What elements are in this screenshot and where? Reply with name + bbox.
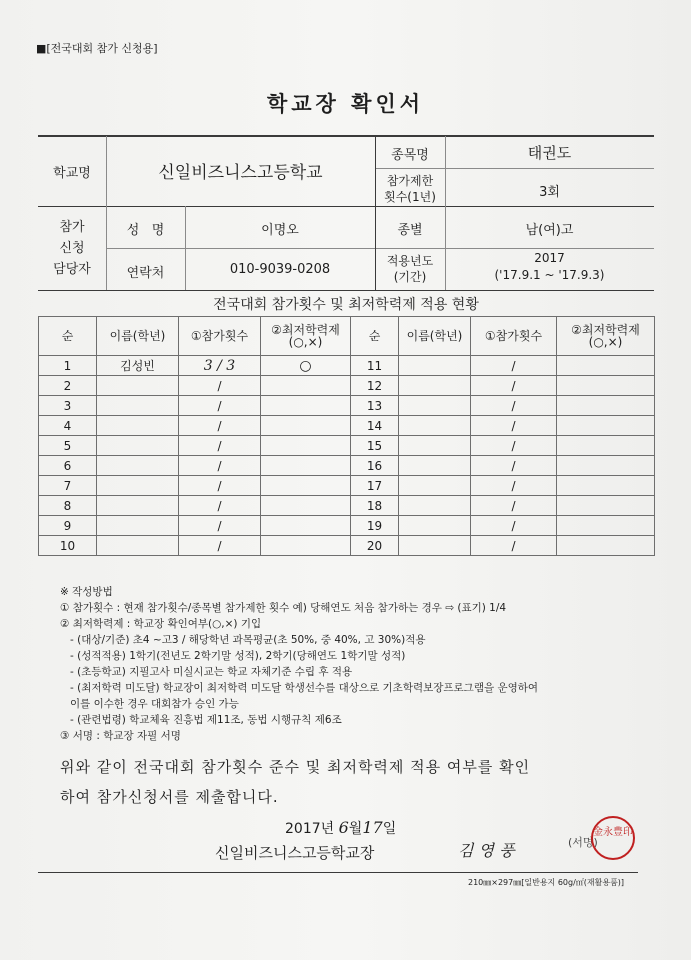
- table-row: [39, 456, 655, 476]
- info-mid-border: [38, 206, 654, 207]
- row-no: 1: [39, 356, 97, 376]
- status-table: [38, 316, 655, 556]
- row-name: [399, 356, 471, 376]
- row-min: [557, 516, 655, 536]
- name-label: 성 명: [126, 223, 165, 238]
- row-count: /: [471, 516, 557, 536]
- form-tag: ■[전국대회 참가 신청용]: [36, 42, 158, 55]
- note-line: - (초등학교) 지필고사 미실시교는 학교 자체기준 수립 후 적용: [70, 666, 353, 678]
- row-count: /: [471, 496, 557, 516]
- gender-label: 종별: [397, 223, 423, 238]
- row-name: [399, 476, 471, 496]
- header-name-left: 이름(학년): [97, 317, 179, 356]
- note-line: ※ 작성방법: [60, 586, 113, 598]
- info-contact-divider: [106, 248, 654, 249]
- info-bottom-border: [38, 290, 654, 291]
- row-no: 12: [351, 376, 399, 396]
- row-count: /: [179, 476, 261, 496]
- row-count: /: [471, 476, 557, 496]
- row-count: /: [179, 456, 261, 476]
- row-min: ○: [261, 356, 351, 376]
- row-name: [97, 516, 179, 536]
- row-count: /: [179, 436, 261, 456]
- row-min: [261, 376, 351, 396]
- row-no: 11: [351, 356, 399, 376]
- row-min: [557, 376, 655, 396]
- row-name: [97, 396, 179, 416]
- row-count: /: [471, 356, 557, 376]
- row-min: [261, 436, 351, 456]
- row-no: 3: [39, 396, 97, 416]
- row-count: /: [179, 416, 261, 436]
- note-line: - (관련법령) 학교체육 진흥법 제11조, 동법 시행규칙 제6조: [70, 714, 342, 726]
- table-row: [39, 376, 655, 396]
- row-name: [399, 436, 471, 456]
- header-count-right: ①참가횟수: [471, 317, 557, 356]
- row-min: [261, 416, 351, 436]
- row-count: 3 / 3: [179, 356, 261, 376]
- row-no: 19: [351, 516, 399, 536]
- row-no: 17: [351, 476, 399, 496]
- table-row: [39, 496, 655, 516]
- row-min: [557, 476, 655, 496]
- table-row: [39, 416, 655, 436]
- row-name: [97, 376, 179, 396]
- date-month: 6: [338, 818, 349, 837]
- date-day-unit: 일: [382, 821, 397, 837]
- row-no: 4: [39, 416, 97, 436]
- row-name: [97, 456, 179, 476]
- limit-label-2: 횟수(1년): [384, 190, 436, 204]
- school-label: 학교명: [53, 166, 91, 181]
- table-row: [39, 356, 655, 376]
- row-min: [261, 536, 351, 556]
- row-count: /: [179, 496, 261, 516]
- principal-signature: 김 영 풍: [458, 841, 515, 860]
- header-no-right: 순: [351, 317, 399, 356]
- row-count: /: [179, 516, 261, 536]
- event-label: 종목명: [391, 148, 429, 163]
- year-label-2: (기간): [393, 270, 427, 284]
- note-line: - (성적적용) 1학기(전년도 2학기말 성적), 2학기(당해연도 1학기말 성적): [70, 650, 406, 662]
- school-name: 신일비즈니스고등학교: [158, 163, 323, 183]
- table-row: [39, 476, 655, 496]
- row-no: 14: [351, 416, 399, 436]
- row-no: 6: [39, 456, 97, 476]
- row-count: /: [471, 436, 557, 456]
- row-min: [557, 436, 655, 456]
- row-no: 9: [39, 516, 97, 536]
- paper-spec: 210㎜×297㎜[일반용지 60g/㎡(재활용품)]: [468, 878, 625, 887]
- row-no: 5: [39, 436, 97, 456]
- row-name: [399, 496, 471, 516]
- row-count: /: [471, 456, 557, 476]
- row-min: [557, 496, 655, 516]
- header-no-left: 순: [39, 317, 97, 356]
- period-value: ('17.9.1 ~ '17.9.3): [494, 268, 605, 282]
- row-name: [97, 436, 179, 456]
- table-row: [39, 536, 655, 556]
- manager-label-1: 참가: [59, 220, 85, 235]
- declaration-line-1: 위와 같이 전국대회 참가횟수 준수 및 최저학력제 적용 여부를 확인: [60, 758, 531, 776]
- row-name: [97, 496, 179, 516]
- year-label-1: 적용년도: [386, 254, 434, 268]
- manager-label-3: 담당자: [53, 262, 91, 277]
- document-title: 학교장 확인서: [266, 92, 425, 116]
- row-name: [399, 516, 471, 536]
- submission-date: [285, 818, 396, 838]
- row-min: [557, 456, 655, 476]
- name-value: 이명오: [261, 223, 299, 238]
- principal-title: 신일비즈니스고등학교장: [215, 844, 375, 862]
- writing-instructions: [60, 584, 538, 744]
- note-line: ① 참가횟수 : 현재 참가횟수/종목별 참가제한 횟수 예) 당해연도 처음 참가하는 경우 ⇨ (표기) 1/4: [60, 602, 507, 614]
- declaration-line-2: 하여 참가신청서를 제출합니다.: [60, 788, 279, 806]
- row-min: [557, 416, 655, 436]
- table-row: [39, 436, 655, 456]
- row-min: [261, 516, 351, 536]
- row-count: /: [179, 376, 261, 396]
- row-count: /: [471, 536, 557, 556]
- signature-mark: (서명): [568, 836, 598, 849]
- date-day: 17: [362, 818, 383, 837]
- row-no: 20: [351, 536, 399, 556]
- note-line: 이를 이수한 경우 대회참가 승인 가능: [70, 698, 239, 710]
- school-seal-stamp: 金永豊印: [591, 816, 635, 860]
- header-count-left: ①참가횟수: [179, 317, 261, 356]
- table-row: [39, 516, 655, 536]
- contact-value: 010-9039-0208: [229, 262, 331, 277]
- row-name: [97, 476, 179, 496]
- info-right-divider-1: [375, 168, 654, 169]
- row-no: 16: [351, 456, 399, 476]
- row-min: [557, 356, 655, 376]
- row-min: [261, 396, 351, 416]
- date-year: 2017년: [285, 821, 335, 837]
- row-min: [557, 536, 655, 556]
- header-min-left: ②최저학력제 (○,×): [261, 317, 351, 356]
- row-count: /: [179, 536, 261, 556]
- row-no: 2: [39, 376, 97, 396]
- row-no: 18: [351, 496, 399, 516]
- note-line: - (대상/기준) 초4 ~고3 / 해당학년 과목평균(초 50%, 중 40%, 고 30%)적용: [70, 634, 426, 646]
- note-line: ③ 서명 : 학교장 자필 서명: [60, 730, 181, 742]
- event-value: 태권도: [527, 144, 572, 162]
- row-name: [399, 376, 471, 396]
- row-no: 15: [351, 436, 399, 456]
- limit-value: 3회: [539, 185, 560, 200]
- row-min: [261, 476, 351, 496]
- row-no: 8: [39, 496, 97, 516]
- row-name: [399, 416, 471, 436]
- row-name: [399, 396, 471, 416]
- row-no: 7: [39, 476, 97, 496]
- row-name: 김성빈: [97, 356, 179, 376]
- row-no: 10: [39, 536, 97, 556]
- manager-label-2: 신청: [59, 241, 85, 256]
- row-count: /: [471, 376, 557, 396]
- row-count: /: [471, 416, 557, 436]
- note-line: ② 최저학력제 : 학교장 확인여부(○,×) 기입: [60, 618, 262, 630]
- year-value: 2017: [534, 251, 565, 265]
- note-line: - (최저학력 미도달) 학교장이 최저학력 미도달 학생선수를 대상으로 기초학력보장프로그램을 운영하여: [70, 682, 539, 694]
- header-name-right: 이름(학년): [399, 317, 471, 356]
- row-name: [399, 536, 471, 556]
- row-count: /: [471, 396, 557, 416]
- row-name: [97, 416, 179, 436]
- status-table-title: 전국대회 참가횟수 및 최저학력제 적용 현황: [213, 297, 479, 313]
- gender-value: 남(여)고: [525, 223, 574, 238]
- status-table-header-row: [39, 317, 655, 356]
- date-month-unit: 월: [348, 821, 363, 837]
- row-min: [261, 496, 351, 516]
- limit-label-1: 참가제한: [386, 174, 434, 188]
- declaration-text: [60, 752, 530, 812]
- row-no: 13: [351, 396, 399, 416]
- row-min: [261, 456, 351, 476]
- row-name: [399, 456, 471, 476]
- info-top-border: [38, 135, 654, 137]
- contact-label: 연락처: [126, 266, 165, 281]
- footer-rule: [38, 872, 638, 873]
- header-min-right: ②최저학력제 (○,×): [557, 317, 655, 356]
- row-count: /: [179, 396, 261, 416]
- row-min: [557, 396, 655, 416]
- row-name: [97, 536, 179, 556]
- table-row: [39, 396, 655, 416]
